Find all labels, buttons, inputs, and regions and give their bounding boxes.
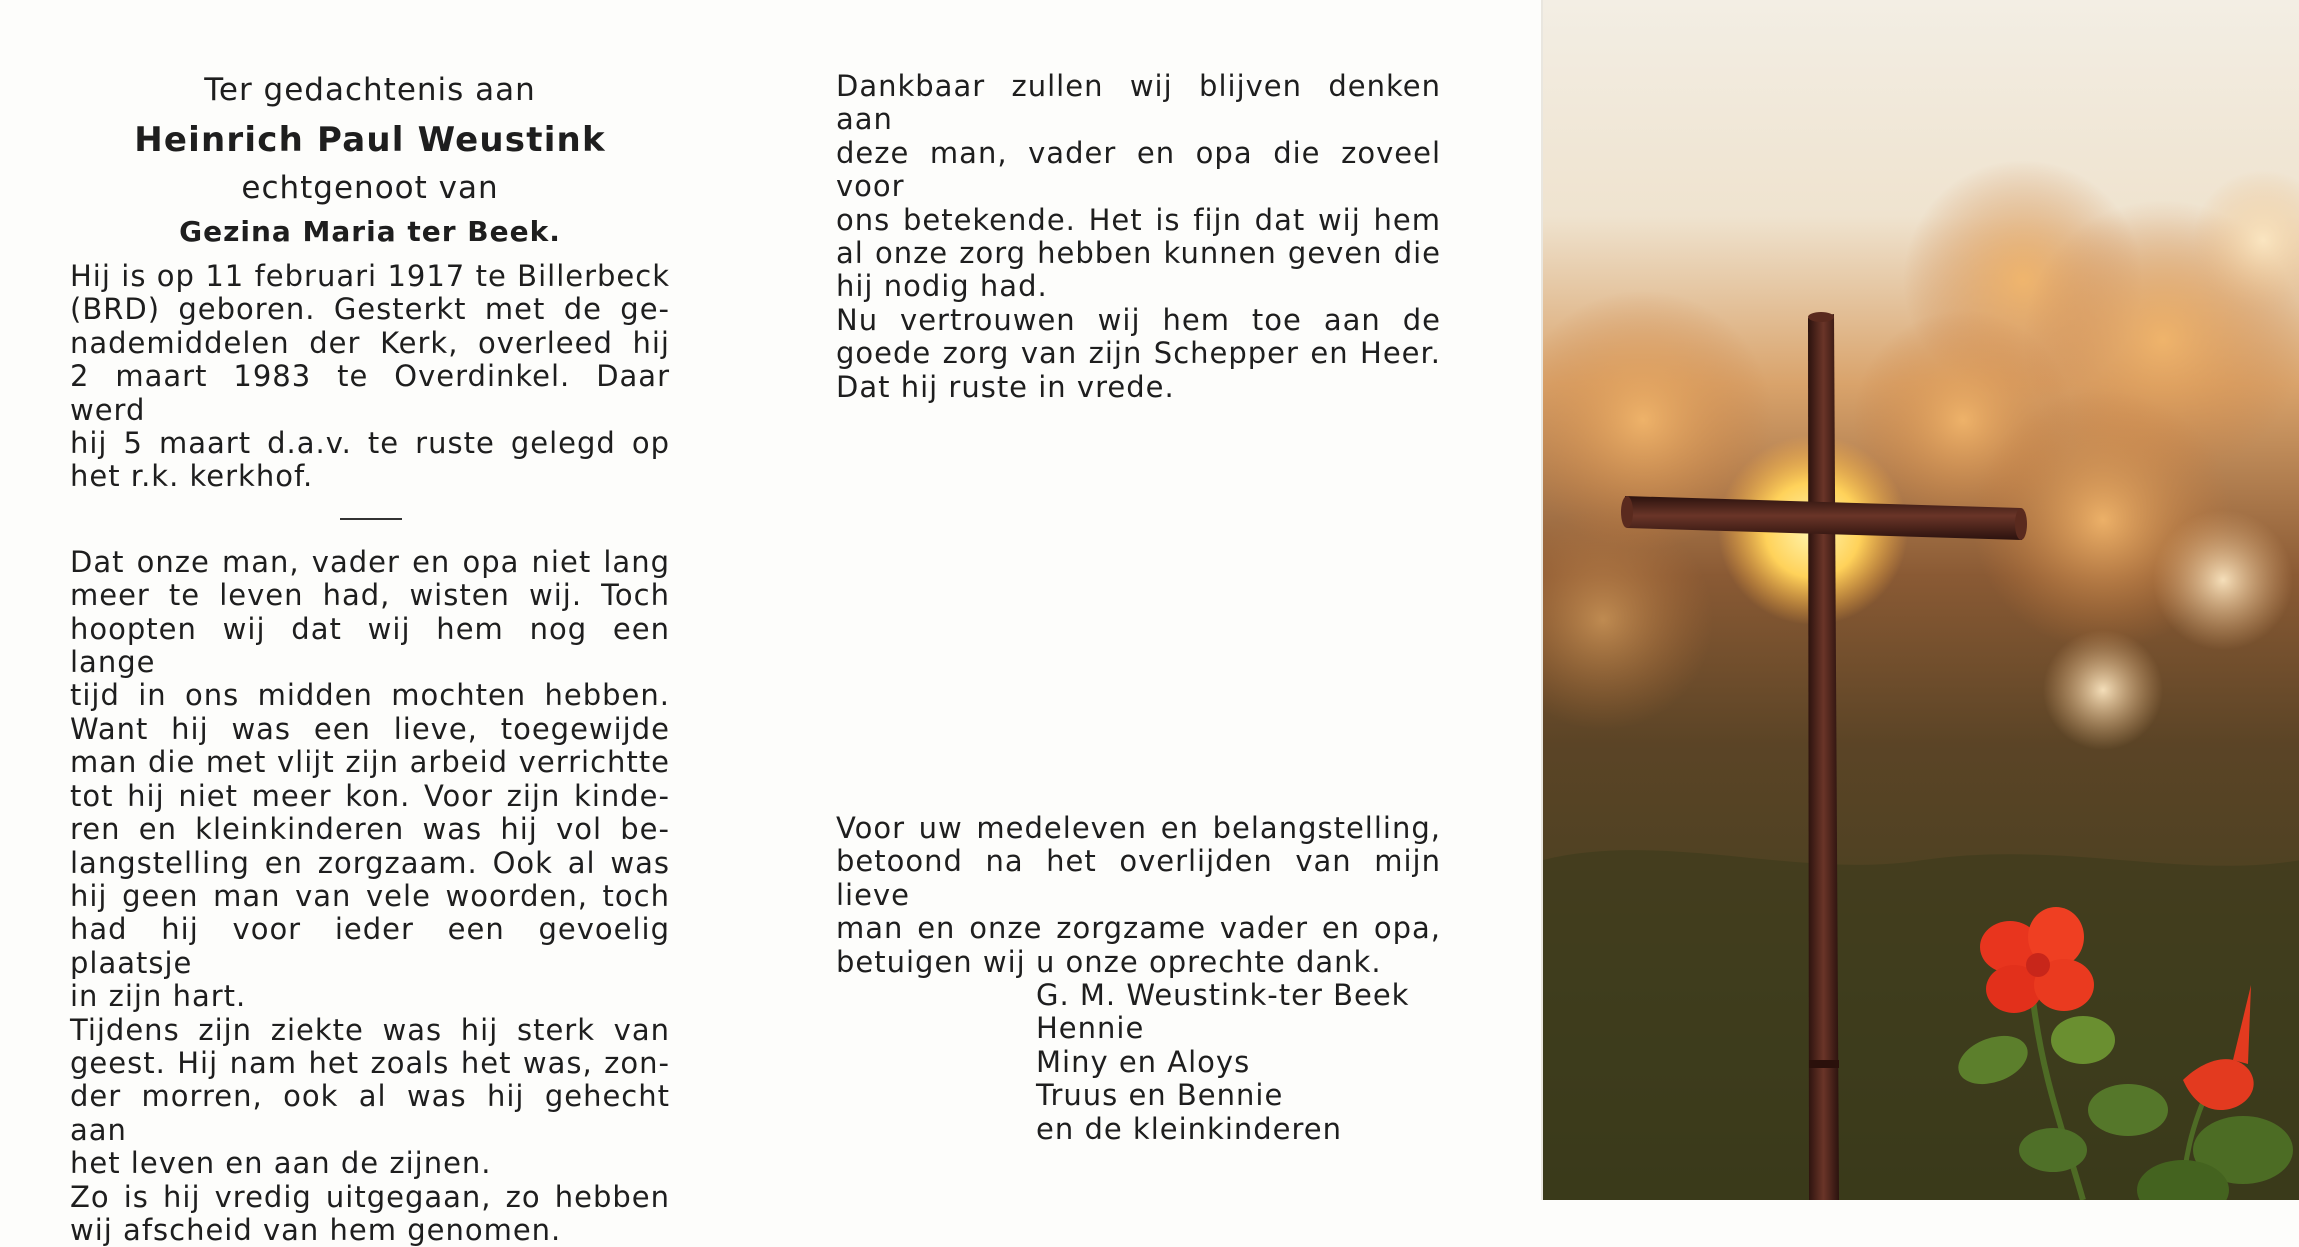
tribute-line: Want hij was een lieve, toegewijde — [70, 711, 670, 746]
tribute-paragraph — [70, 546, 670, 1247]
signer-name: G. M. Weustink-ter Beek — [1036, 978, 1410, 1013]
bio-line: 2 maart 1983 te Overdinkel. Daar werd — [70, 359, 670, 427]
gratitude-line: Dankbaar zullen wij blijven denken aan — [836, 69, 1441, 137]
bokeh-blob — [2153, 510, 2293, 650]
tribute-line: langstelling en zorgzaam. Ook al was — [70, 845, 670, 880]
memorial-middle-panel — [836, 70, 1441, 404]
thanks-line: betoond na het overlijden van mijn lieve — [836, 844, 1441, 912]
spouse-name: Gezina Maria ter Beek. — [179, 215, 561, 248]
tribute-line: wij afscheid van hem genomen. — [70, 1212, 562, 1247]
memorial-left-panel — [70, 70, 670, 1247]
gratitude-line: Nu vertrouwen wij hem toe aan de — [836, 302, 1441, 337]
gratitude-line: Dat hij ruste in vrede. — [836, 369, 1175, 404]
bio-line: hij 5 maart d.a.v. te ruste gelegd op — [70, 426, 670, 461]
tribute-line: tijd in ons midden mochten hebben. — [70, 678, 670, 713]
tribute-line: ren en kleinkinderen was hij vol be- — [70, 812, 670, 847]
gratitude-paragraph — [836, 70, 1441, 404]
leaf — [2088, 1084, 2168, 1136]
leaf — [2019, 1128, 2087, 1172]
signer-name: Miny en Aloys — [1036, 1044, 1251, 1079]
thanks-paragraph — [836, 812, 1441, 979]
tribute-line: had hij voor ieder een gevoelig plaatsje — [70, 912, 670, 980]
thanks-line: man en onze zorgzame vader en opa, — [836, 911, 1441, 946]
foreground-foliage — [1543, 850, 2299, 1200]
bio-line: het r.k. kerkhof. — [70, 459, 314, 494]
gratitude-line: al onze zorg hebben kunnen geven die — [836, 236, 1441, 271]
signer-name: en de kleinkinderen — [1036, 1111, 1343, 1146]
signer-name: Truus en Bennie — [1036, 1078, 1284, 1113]
tribute-line: in zijn hart. — [70, 979, 247, 1014]
thanks-line: Voor uw medeleven en belangstelling, — [836, 811, 1441, 845]
signers-list — [1036, 979, 1441, 1146]
gratitude-line: hij nodig had. — [836, 269, 1048, 304]
deceased-name: Heinrich Paul Weustink — [134, 120, 606, 160]
cross-sunset-photo — [1541, 0, 2299, 1200]
tribute-line: der morren, ook al was hij gehecht aan — [70, 1079, 670, 1147]
photo-illustration — [1543, 0, 2299, 1200]
cross-top-cap — [1808, 312, 1834, 322]
section-divider — [340, 518, 402, 520]
signer-name: Hennie — [1036, 1011, 1145, 1046]
bio-line: nademiddelen der Kerk, overleed hij — [70, 325, 670, 360]
bio-line: (BRD) geboren. Gesterkt met de ge- — [70, 292, 670, 327]
memorial-intro: Ter gedachtenis aan — [204, 72, 536, 108]
relation-label: echtgenoot van — [241, 170, 499, 206]
gratitude-line: goede zorg van zijn Schepper en Heer. — [836, 336, 1441, 371]
bio-line: Hij is op 11 februari 1917 te Billerbeck — [70, 259, 670, 293]
cross-end-cap — [1621, 496, 1633, 528]
bokeh-blob — [2043, 630, 2163, 750]
tribute-line: hij geen man van vele woorden, toch — [70, 878, 670, 913]
cross-end-cap — [2015, 508, 2027, 540]
tribute-line: Zo is hij vredig uitgegaan, zo hebben — [70, 1179, 670, 1214]
tribute-line: het leven en aan de zijnen. — [70, 1146, 492, 1181]
gratitude-line: ons betekende. Het is fijn dat wij hem — [836, 202, 1441, 237]
tribute-line: meer te leven had, wisten wij. Toch — [70, 578, 670, 613]
tribute-line: hoopten wij dat wij hem nog een lange — [70, 611, 670, 680]
tribute-line: Tijdens zijn ziekte was hij sterk van — [70, 1012, 670, 1047]
tribute-line: geest. Hij nam het zoals het was, zon- — [70, 1045, 670, 1080]
biography-paragraph — [70, 260, 670, 494]
tribute-line: tot hij niet meer kon. Voor zijn kinde- — [70, 778, 670, 813]
gratitude-line: deze man, vader en opa die zoveel voor — [836, 135, 1441, 204]
tribute-line: man die met vlijt zijn arbeid verrichtte — [70, 745, 670, 780]
tribute-line: Dat onze man, vader en opa niet lang — [70, 544, 670, 579]
thanks-line: betuigen wij u onze oprechte dank. — [836, 944, 1382, 979]
acknowledgement-block — [836, 812, 1441, 1146]
cross-joint-band — [1809, 1060, 1839, 1068]
leaf — [2051, 1016, 2115, 1064]
